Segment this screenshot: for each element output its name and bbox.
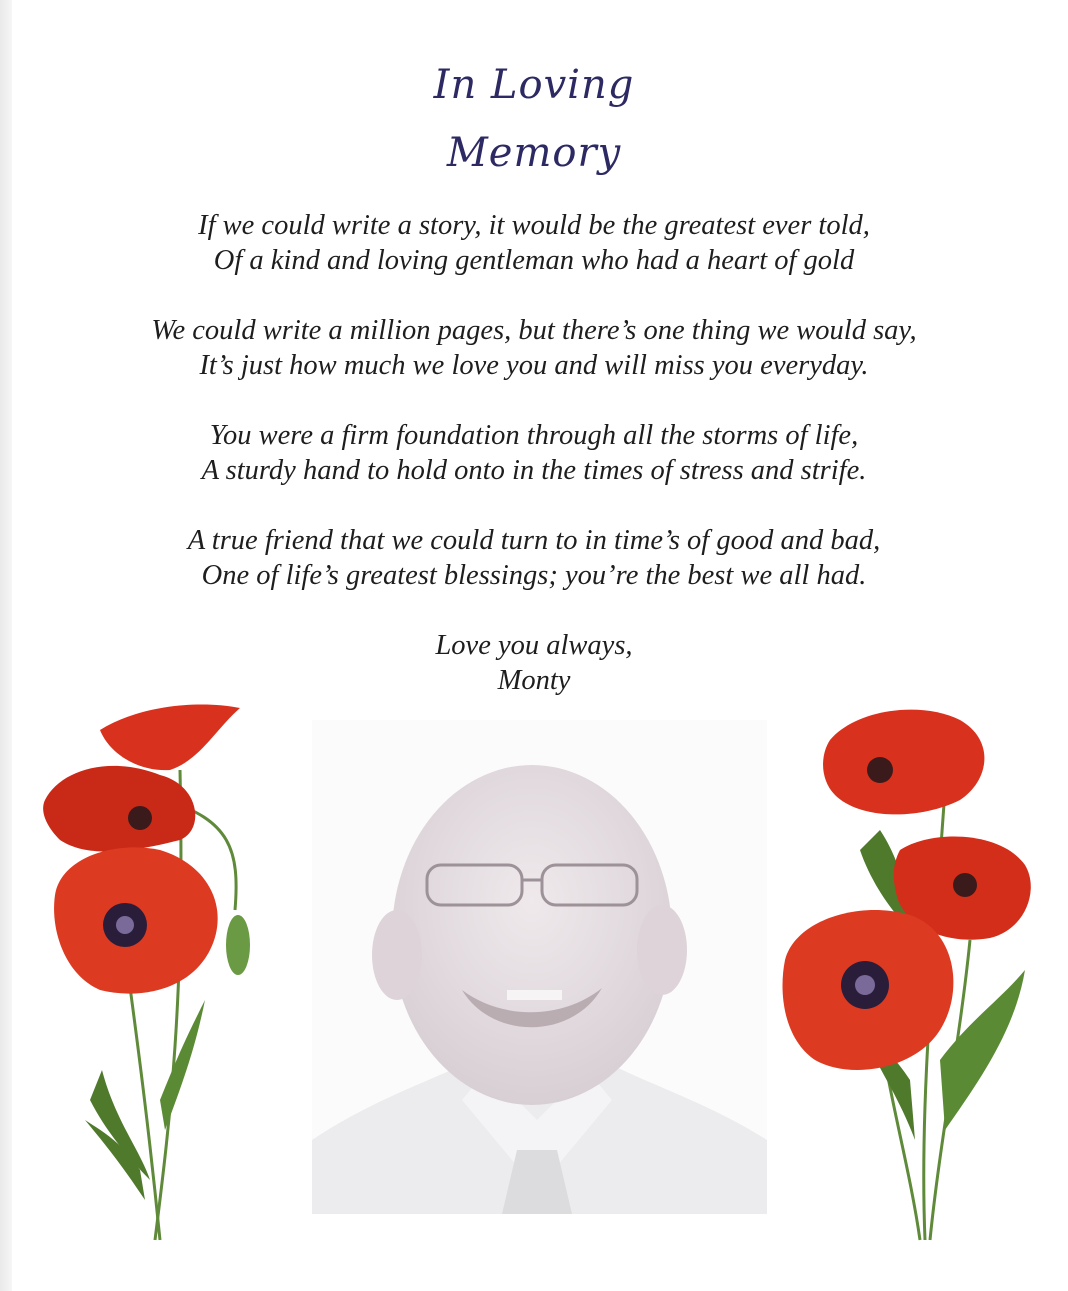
poem-line: If we could write a story, it would be the greatest ever told, (198, 210, 870, 241)
poppy-decoration-left (30, 700, 260, 1245)
stanza-gap (0, 383, 1068, 418)
signature-name: Monty (497, 665, 571, 696)
poppy-decoration-right (770, 700, 1045, 1245)
poem-line: You were a firm foundation through all the storms of life, (209, 420, 859, 451)
portrait-photo (312, 720, 767, 1214)
poem-line: We could write a million pages, but there’s one thing we would say, (151, 315, 917, 346)
poem-line: It’s just how much we love you and will miss you everyday. (199, 350, 869, 381)
stanza-gap (0, 593, 1068, 628)
poem (0, 208, 1068, 698)
person-silhouette (312, 720, 767, 1214)
heading-line-2: Memory (446, 130, 622, 176)
heading-line-1: In Loving (433, 62, 635, 108)
signoff-line: Love you always, (435, 630, 633, 661)
poem-line: A sturdy hand to hold onto in the times of stress and strife. (201, 455, 867, 486)
poem-line: One of life’s greatest blessings; you’re the best we all had. (201, 560, 867, 591)
poem-line: A true friend that we could turn to in time’s of good and bad, (187, 525, 881, 556)
stanza-gap (0, 278, 1068, 313)
stanza-gap (0, 488, 1068, 523)
poem-line: Of a kind and loving gentleman who had a heart of gold (213, 245, 855, 276)
